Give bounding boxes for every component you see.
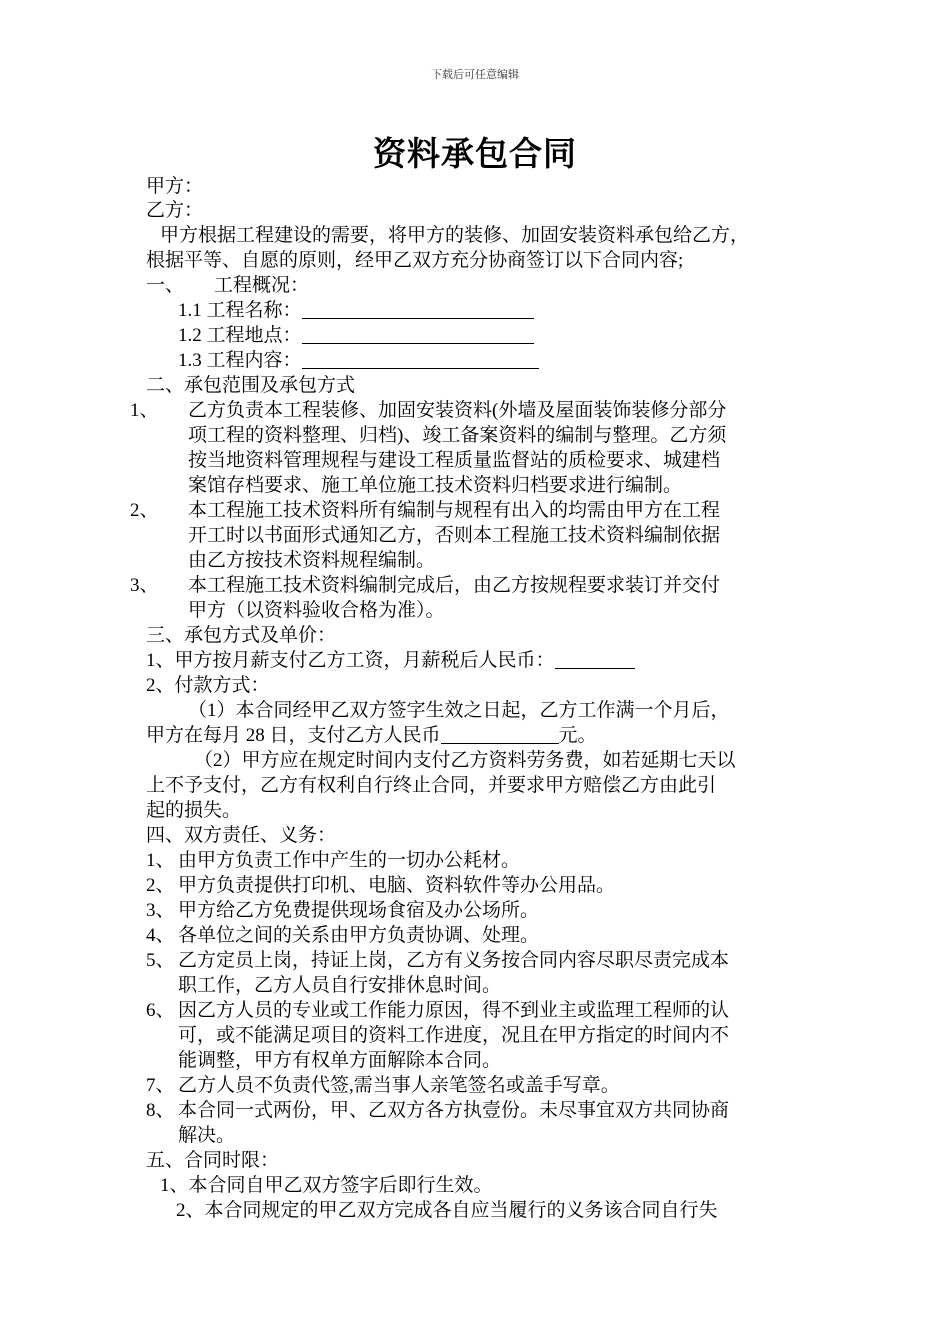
project-name-row	[178, 299, 534, 323]
s2-item2-line3: 由乙方按技术资料规程编制。	[188, 550, 436, 571]
section2-heading: 二、承包范围及承包方式	[146, 375, 356, 396]
intro-line-1: 甲方根据工程建设的需要，将甲方的装修、加固安装资料承包给乙方，	[160, 225, 750, 246]
s4-item4-number: 4、	[146, 925, 175, 946]
contract-title: 资料承包合同	[373, 137, 577, 173]
project-content-label: 1.3 工程内容：	[178, 350, 302, 371]
project-name-blank	[302, 300, 534, 319]
s4-item6-line2: 可，或不能满足项目的资料工作进度，况且在甲方指定的时间内不	[178, 1025, 730, 1046]
project-content-blank	[302, 350, 539, 369]
party-b-label: 乙方：	[146, 200, 204, 221]
s4-item7-line1: 乙方人员不负责代签,需当事人亲笔签名或盖手写章。	[178, 1075, 620, 1096]
s2-item1-number: 1、	[130, 400, 159, 421]
project-location-blank	[302, 325, 534, 344]
s4-item3-line1: 甲方给乙方免费提供现场食宿及办公场所。	[178, 900, 540, 921]
section1-number: 一、	[146, 275, 185, 296]
s4-item3-number: 3、	[146, 900, 175, 921]
party-a-label: 甲方：	[146, 176, 204, 197]
payment-p2-line3: 起的损失。	[146, 800, 242, 821]
salary-text: 1、甲方按月薪支付乙方工资，月薪税后人民币：	[146, 650, 555, 671]
s2-item3-line2: 甲方（以资料验收合格为准）。	[188, 600, 445, 621]
s5-item2: 2、本合同规定的甲乙双方完成各自应当履行的义务该合同自行失	[176, 1200, 718, 1221]
s2-item1-line2: 项工程的资料整理、归档)、竣工备案资料的编制与整理。乙方须	[188, 425, 727, 446]
s4-item2-number: 2、	[146, 875, 175, 896]
salary-blank	[555, 650, 635, 669]
project-content-row	[178, 349, 539, 373]
s2-item2-number: 2、	[130, 500, 159, 521]
s2-item2-line1: 本工程施工技术资料所有编制与规程有出入的均需由甲方在工程	[188, 500, 721, 521]
s2-item3-line1: 本工程施工技术资料编制完成后，由乙方按规程要求装订并交付	[188, 575, 721, 596]
payment-p1-line2: 甲方在每月 28 日，支付乙方人民币	[146, 725, 441, 746]
s4-item4-line1: 各单位之间的关系由甲方负责协调、处理。	[178, 925, 540, 946]
payment-unit: 元。	[558, 725, 597, 746]
s4-item1-number: 1、	[146, 850, 175, 871]
payment-p2-line1: （2）甲方应在规定时间内支付乙方资料劳务费，如若延期七天以	[194, 750, 736, 771]
s4-item7-number: 7、	[146, 1075, 175, 1096]
section3-heading: 三、承包方式及单价：	[146, 625, 337, 646]
s4-item6-line1: 因乙方人员的专业或工作能力原因，得不到业主或监理工程师的认	[178, 1000, 730, 1021]
section1-heading: 工程概况：	[214, 275, 310, 296]
s4-item6-line3: 能调整，甲方有权单方面解除本合同。	[178, 1050, 502, 1071]
s4-item8-line2: 解决。	[178, 1125, 236, 1146]
payment-heading: 2、付款方式：	[146, 675, 270, 696]
s2-item2-line2: 开工时以书面形式通知乙方，否则本工程施工技术资料编制依据	[188, 525, 721, 546]
s4-item8-line1: 本合同一式两份，甲、乙双方各方执壹份。未尽事宜双方共同协商	[178, 1100, 730, 1121]
payment-p1-line2-row	[146, 724, 597, 748]
project-name-label: 1.1 工程名称：	[178, 300, 302, 321]
payment-amount-blank	[441, 725, 559, 744]
header-note: 下载后可任意编辑	[431, 69, 519, 81]
project-location-row	[178, 324, 534, 348]
s2-item1-line3: 按当地资料管理规程与建设工程质量监督站的质检要求、城建档	[188, 450, 721, 471]
s4-item1-line1: 由甲方负责工作中产生的一切办公耗材。	[178, 850, 521, 871]
section4-heading: 四、双方责任、义务：	[146, 825, 337, 846]
s4-item6-number: 6、	[146, 1000, 175, 1021]
intro-line-2: 根据平等、自愿的原则，经甲乙双方充分协商签订以下合同内容;	[146, 250, 684, 271]
s4-item8-number: 8、	[146, 1100, 175, 1121]
payment-p1-line1: （1）本合同经甲乙双方签字生效之日起，乙方工作满一个月后，	[188, 700, 730, 721]
s2-item3-number: 3、	[130, 575, 159, 596]
s2-item1-line4: 案馆存档要求、施工单位施工技术资料归档要求进行编制。	[188, 475, 683, 496]
s4-item2-line1: 甲方负责提供打印机、电脑、资料软件等办公用品。	[178, 875, 616, 896]
s5-item1: 1、本合同自甲乙双方签字后即行生效。	[160, 1175, 493, 1196]
s4-item5-line1: 乙方定员上岗，持证上岗，乙方有义务按合同内容尽职尽责完成本	[178, 950, 730, 971]
project-location-label: 1.2 工程地点：	[178, 325, 302, 346]
payment-p2-line2: 上不予支付，乙方有权利自行终止合同，并要求甲方赔偿乙方由此引	[146, 775, 717, 796]
section5-heading: 五、合同时限：	[146, 1150, 280, 1171]
salary-row	[146, 649, 635, 673]
s4-item5-line2: 职工作，乙方人员自行安排休息时间。	[178, 975, 502, 996]
s4-item5-number: 5、	[146, 950, 175, 971]
s2-item1-line1: 乙方负责本工程装修、加固安装资料(外墙及屋面装饰装修分部分	[188, 400, 727, 421]
